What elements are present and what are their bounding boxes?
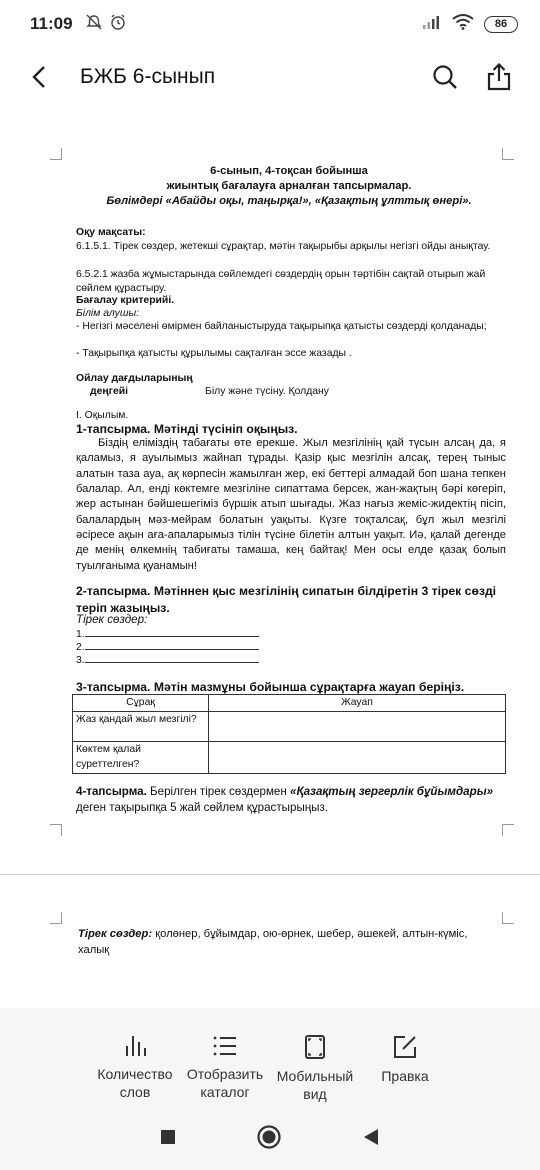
square-icon [160, 1129, 176, 1145]
thinking-label: Ойлау дағдыларының [76, 373, 193, 384]
status-time: 11:09 [30, 14, 73, 33]
goal-2: 6.5.2.1 жазба жұмыстарында сөйлемдегі сөздердің орын тәртібін сақтай отырып жай сөйлем құрастыру. [76, 269, 486, 295]
signal-icon [422, 15, 442, 34]
table-cell-question: Жаз қандай жыл мезгілі? [73, 712, 209, 742]
goal-1: 6.1.5.1. Тірек сөздер, жетекші сұрақтар, мәтін тақырыбы арқылы негізгі ойды анықтау. [76, 241, 491, 252]
task2-title: 2-тапсырма. Мәтіннен қыс мезгілінің сипатын білдіретін 3 тірек сөзді теріп жазыңыз. [76, 584, 497, 615]
triangle-back-icon [362, 1128, 380, 1146]
task4-label: 4-тапсырма. [76, 785, 147, 798]
blank-line-3 [76, 654, 506, 668]
battery-indicator: 86 [484, 16, 518, 33]
task1-title: 1-тапсырма. Мәтінді түсініп оқыңыз. [76, 422, 298, 436]
app-bar [0, 48, 540, 106]
blank-number: 3. [76, 655, 85, 666]
search-button[interactable] [430, 62, 460, 92]
thinking-value: Білу және түсіну. Қолдану [205, 386, 329, 397]
table-header-question: Сұрақ [73, 695, 209, 712]
status-bar [0, 0, 540, 48]
task2-support-label: Тірек сөздер: [76, 613, 148, 626]
document-title: БЖБ 6-сынып [80, 65, 216, 88]
document-page-2 [62, 912, 516, 1002]
alarm-clock-icon [109, 13, 127, 36]
search-icon [432, 64, 458, 90]
blank-number: 2. [76, 642, 85, 653]
task4-text-a: Берілген тірек сөздермен [146, 785, 291, 798]
task1-text: Біздің еліміздің табағаты өте ерекше. Жыл мезгілінің қай түсын алсаң да, я қаламыз, я ауылымыз жайнап тұрады. Қазір қыс мезгілін алсақ, терең тыныс алатын таза ауа, ақ көрпесін жамылған жер, екі беттері алмадай боп шана тепкен балалар. Ал, енді көктемге мезгіліне сипаттама берсек, жан-жақтың бәрі көгеріп, жер астынан бәйшешегіміз бүршік атып шығады. Жаз нағыз жеміс-жидектің пісіп, балалардың мәз-мейрам болатын уақыты. Күзге тоқталсақ, бұл жыл мезгілі әсіресе ақын аға-апаларымыз тілін түсіне білетін алтын уақыт. Иә, қалай дегенде де менің өлкемнің табиғаты тамаша, кең байтақ! Мен осы елде қазақ болып туылғаныма қуанамын! [76, 437, 506, 572]
doc-title-line1: 6-сынып, 4-тоқсан бойынша [210, 165, 368, 177]
blank-number: 1. [76, 629, 85, 640]
edit-icon [392, 1034, 418, 1060]
back-nav-button[interactable] [362, 1128, 380, 1151]
word-count-label: Количество слов [97, 1066, 173, 1100]
wifi-icon [452, 14, 474, 35]
doc-title-line3: Бөлімдері «Абайды оқы, таңырқа!», «Қазақтың ұлттық өнері». [106, 195, 472, 207]
mobile-view-label: Мобильный вид [276, 1068, 354, 1102]
alarm-off-icon [85, 13, 103, 36]
questions-table [72, 694, 506, 774]
show-catalog-button[interactable] [180, 1008, 270, 1108]
recent-apps-button[interactable] [160, 1129, 176, 1150]
table-row [73, 712, 506, 742]
home-button[interactable] [256, 1124, 282, 1155]
phone-frame-icon [304, 1034, 326, 1060]
student-label: Білім алушы: [76, 308, 140, 319]
task4-text [76, 784, 506, 816]
page-corner-mark [502, 912, 514, 924]
page-divider [0, 874, 540, 875]
goals-heading: Оқу мақсаты: [76, 227, 146, 238]
table-cell-answer [209, 712, 506, 742]
criteria-heading: Бағалау критерийі. [76, 295, 175, 306]
section-reading: І. Оқылым. [76, 410, 129, 421]
table-header-answer: Жауап [209, 695, 506, 712]
mobile-view-button[interactable] [270, 1008, 360, 1108]
word-count-button[interactable] [90, 1008, 180, 1108]
share-button[interactable] [484, 62, 514, 92]
support-words-label: Тірек сөздер: [78, 928, 153, 940]
support-words [78, 926, 498, 958]
table-cell-question: Көктем қалай суреттелген? [73, 742, 209, 774]
support-words-list: қолөнер, бұйымдар, ою-өрнек, шебер, әшекей, алтын-күміс, халық [78, 928, 468, 957]
home-circle-icon [256, 1124, 282, 1150]
page-corner-mark [502, 148, 514, 160]
page-corner-mark [502, 824, 514, 836]
show-catalog-label: Отобразить каталог [186, 1066, 264, 1100]
bottom-toolbar [0, 1008, 540, 1108]
share-icon [486, 63, 512, 91]
task3-title: 3-тапсырма. Мәтін мазмұны бойынша сұрақтарға жауап беріңіз. [76, 680, 465, 694]
table-cell-answer [209, 742, 506, 774]
page-corner-mark [50, 912, 62, 924]
thinking-label-level: деңгейі [90, 386, 129, 397]
chevron-left-icon [31, 65, 49, 89]
task4-text-b: деген тақырыпқа 5 жай сөйлем құрастырыңыз. [76, 801, 329, 815]
page-corner-mark [50, 148, 62, 160]
edit-button[interactable] [360, 1008, 450, 1108]
bar-chart-icon [122, 1034, 148, 1058]
edit-label: Правка [381, 1068, 429, 1084]
page-corner-mark [50, 824, 62, 836]
table-row [73, 742, 506, 774]
criterion-2: - Тақырыпқа қатысты құрылымы сақталған эссе жазады . [76, 348, 352, 359]
document-page [62, 148, 516, 838]
back-button[interactable] [8, 48, 72, 106]
task4-quote: «Қазақтың зергерлік бұйымдары» [290, 785, 494, 798]
system-nav-bar [0, 1108, 540, 1170]
doc-title-line2: жиынтық бағалауға арналған тапсырмалар. [166, 180, 412, 192]
list-icon [212, 1034, 238, 1058]
criterion-1: - Негізгі мәселені өмірмен байланыстыруда тақырыпқа қатысты сөздерді қолданады; [76, 321, 487, 332]
